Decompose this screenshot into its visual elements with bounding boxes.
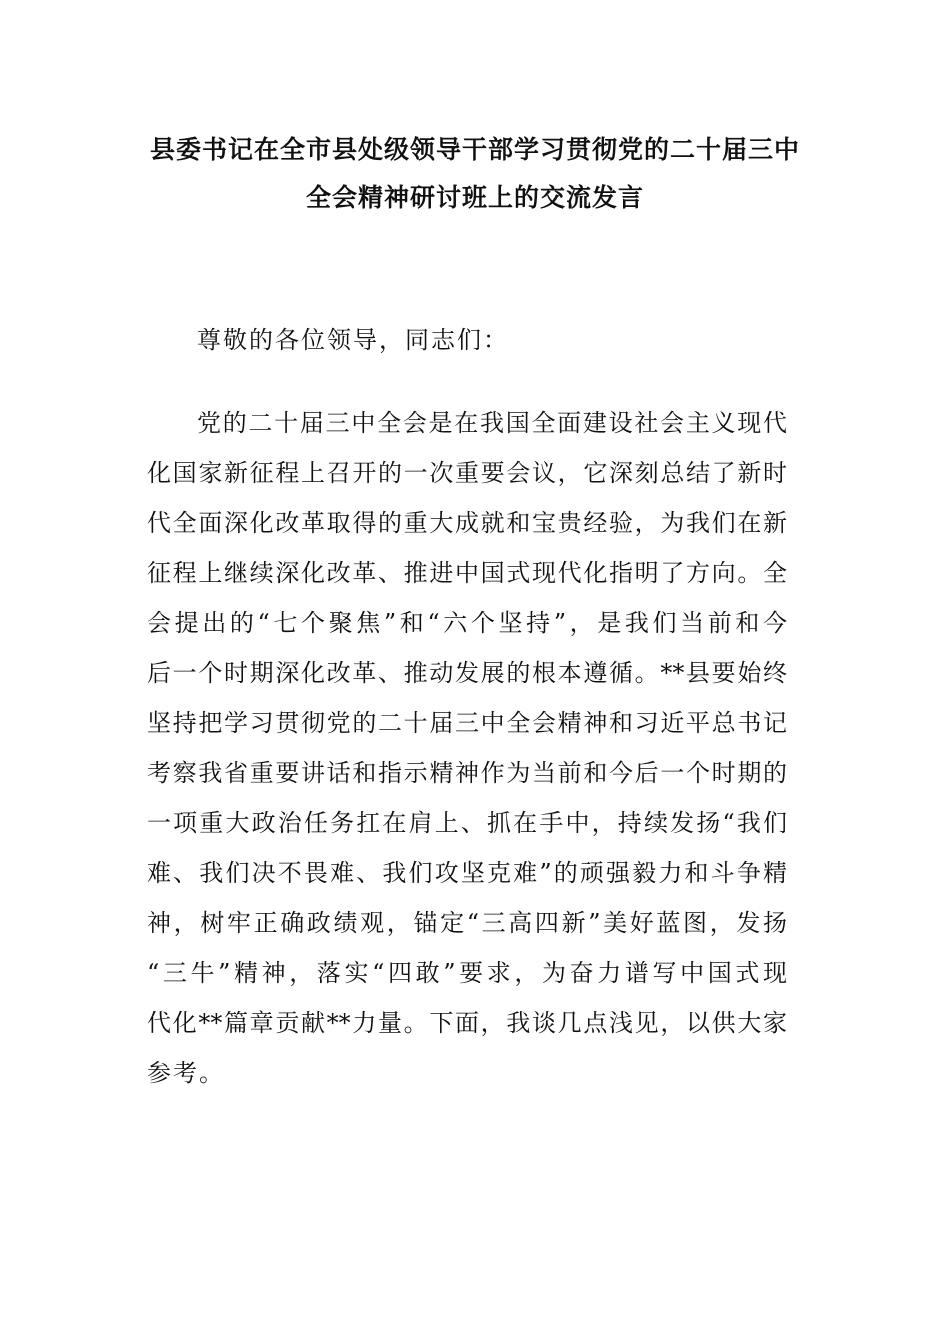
paragraph-line: 化国家新征程上召开的一次重要会议，它深刻总结了新时 — [147, 459, 787, 487]
title-line-2: 全会精神研讨班上的交流发言 — [305, 183, 644, 212]
paragraph-line: “三牛”精神，落实“四敢”要求，为奋力谱写中国式现 — [147, 959, 787, 987]
paragraph-line: 后一个时期深化改革、推动发展的根本遵循。**县要始终 — [147, 659, 787, 687]
paragraph-line: 参考。 — [147, 1059, 225, 1087]
paragraph-line: 征程上继续深化改革、推进中国式现代化指明了方向。全 — [147, 559, 787, 587]
paragraph-line: 神，树牢正确政绩观，锚定“三高四新”美好蓝图，发扬 — [147, 909, 787, 937]
paragraph-line: 代化**篇章贡献**力量。下面，我谈几点浅见，以供大家 — [147, 1009, 787, 1037]
salutation: 尊敬的各位领导，同志们： — [197, 326, 509, 354]
paragraph-line: 难、我们决不畏难、我们攻坚克难”的顽强毅力和斗争精 — [147, 859, 787, 887]
paragraph-line: 党的二十届三中全会是在我国全面建设社会主义现代 — [197, 409, 787, 437]
paragraph-line: 代全面深化改革取得的重大成就和宝贵经验，为我们在新 — [147, 509, 787, 537]
body-paragraph — [147, 398, 787, 1098]
title-line-1: 县委书记在全市县处级领导干部学习贯彻党的二十届三中 — [149, 135, 800, 164]
paragraph-line: 坚持把学习贯彻党的二十届三中全会精神和习近平总书记 — [147, 709, 787, 737]
paragraph-line: 考察我省重要讲话和指示精神作为当前和今后一个时期的 — [147, 759, 787, 787]
paragraph-line: 会提出的“七个聚焦”和“六个坚持”，是我们当前和今 — [147, 609, 787, 637]
paragraph-line: 一项重大政治任务扛在肩上、抓在手中，持续发扬“我们 — [147, 809, 787, 837]
document-title — [120, 126, 830, 222]
